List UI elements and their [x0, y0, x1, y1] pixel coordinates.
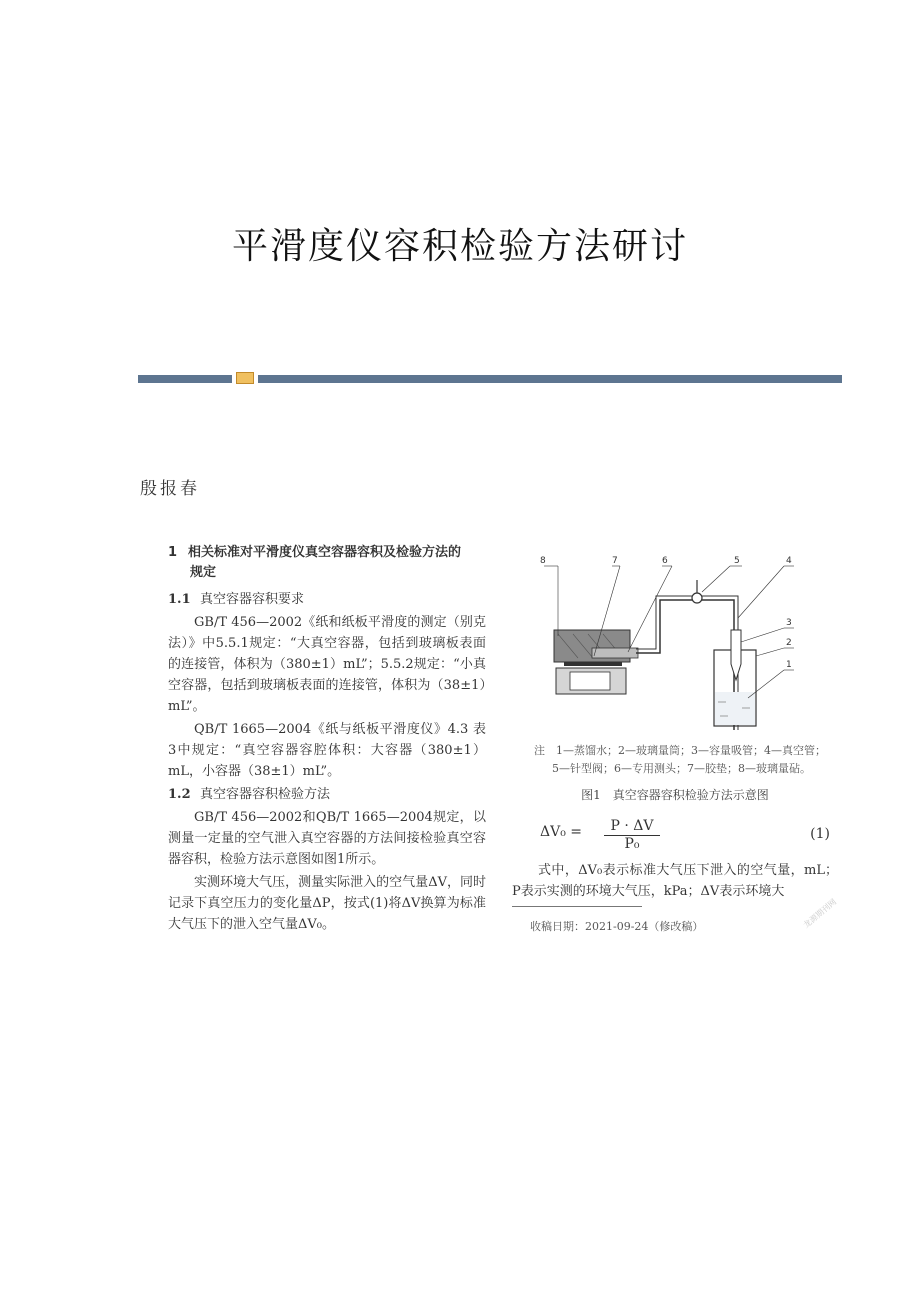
- equation-lhs: ΔV₀ =: [540, 824, 583, 840]
- equation-number: (1): [810, 826, 830, 842]
- paper-title: 平滑度仪容积检验方法研讨: [231, 226, 688, 267]
- figure-note: [534, 742, 834, 778]
- subsection-title: 真空容器容积要求: [200, 592, 305, 607]
- figure-caption: 图1 真空容器容积检验方法示意图: [581, 788, 769, 802]
- figure-label-8: 8: [540, 556, 546, 566]
- figure-label-3: 3: [786, 618, 792, 628]
- figure-label-7: 7: [612, 556, 618, 566]
- paragraph: GB/T 456—2002《纸和纸板平滑度的测定（别克法）》中5.5.1规定：“大真空容器，包括到玻璃板表面的连接管，体积为（380±1）mL”；5.5.2规定：“小真空容器，包括到玻璃板表面的连接管，体积为（38±1）mL”。: [168, 615, 486, 714]
- received-date-footnote: 收稿日期：2021-09-24（修改稿）: [530, 920, 704, 933]
- paragraph: 实测环境大气压，测量实际泄入的空气量ΔV，同时记录下真空压力的变化量ΔP，按式(1)将ΔV换算为标准大气压下的泄入空气量ΔV₀。: [168, 875, 486, 932]
- section-title-line1: 相关标准对平滑度仪真空容器容积及检验方法的: [188, 545, 462, 560]
- paragraph: QB/T 1665—2004《纸与纸板平滑度仪》4.3 表3中规定：“真空容器容腔体积：大容器（380±1）mL，小容器（38±1）mL”。: [168, 722, 486, 779]
- subsection-number: 1.1: [168, 592, 191, 607]
- equation-1: [540, 818, 830, 858]
- paragraph-where: 式中，ΔV₀表示标准大气压下泄入的空气量，mL；P表示实测的环境大气压，kPa；ΔV表示环境大: [512, 863, 838, 899]
- header-rule-emblem: [236, 372, 254, 384]
- paragraph: GB/T 456—2002和QB/T 1665—2004规定，以测量一定量的空气泄入真空容器的方法间接检验真空容器容积，检验方法示意图如图1所示。: [168, 810, 486, 867]
- equation-fraction: [604, 818, 660, 852]
- watermark: 龙源期刊网: [801, 897, 839, 930]
- subsection-title: 真空容器容积检验方法: [200, 787, 331, 802]
- equation-numerator: P · ΔV: [604, 818, 660, 836]
- footnote-divider: [512, 906, 642, 907]
- author-name: 殷报春: [140, 479, 200, 499]
- equation-denominator: P₀: [624, 836, 640, 852]
- section-heading-1: [168, 543, 486, 583]
- subsection-number: 1.2: [168, 787, 191, 802]
- subsection-heading-1-1: [168, 589, 486, 610]
- figure-note-line2: 5—针型阀；6—专用测头；7—胶垫；8—玻璃量砧。: [552, 762, 811, 775]
- figure-note-line1: 注 1—蒸馏水；2—玻璃量筒；3—容量吸管；4—真空管；: [534, 744, 826, 757]
- figure-1-diagram: [528, 552, 818, 737]
- figure-label-1: 1: [786, 660, 792, 670]
- header-rule-right: [258, 375, 842, 383]
- section-title-line2: 规定: [190, 565, 217, 580]
- header-rule-left: [138, 375, 232, 383]
- left-column: [168, 543, 486, 937]
- figure-label-6: 6: [662, 556, 668, 566]
- figure-label-2: 2: [786, 638, 792, 648]
- figure-label-5: 5: [734, 556, 740, 566]
- figure-label-4: 4: [786, 556, 792, 566]
- subsection-heading-1-2: [168, 784, 486, 805]
- section-number: 1: [168, 545, 178, 560]
